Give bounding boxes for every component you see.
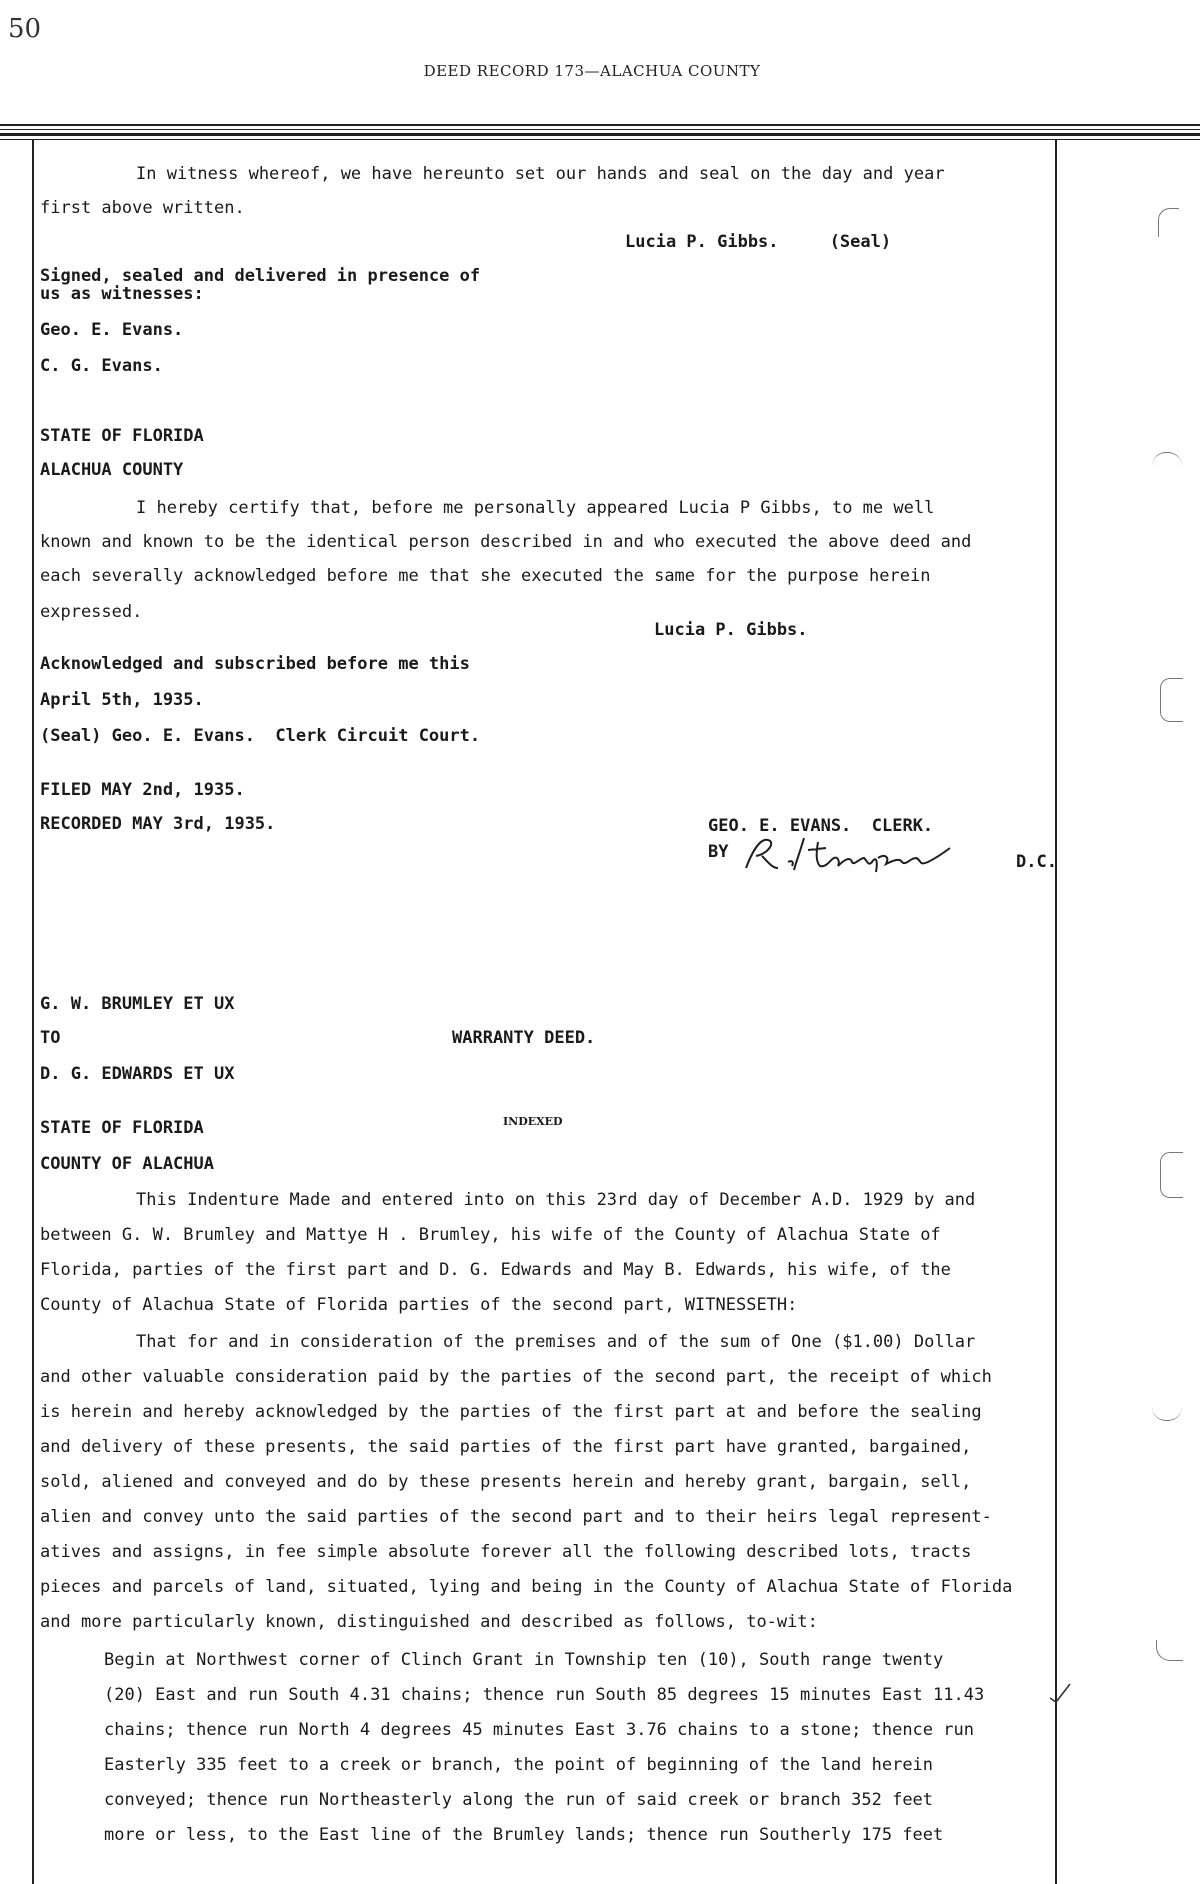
certificate-line: known and known to be the identical person described in and who executed the above deed and [40,532,972,552]
right-margin-line [1055,140,1057,1884]
deed-body-line: and other valuable consideration paid by the parties of the second part, the receipt of which [40,1367,992,1387]
check-mark-icon [1048,1682,1072,1712]
binder-ring-mark [1160,1152,1183,1198]
land-description-line: more or less, to the East line of the Brumley lands; thence run Southerly 175 feet [104,1825,944,1845]
land-description-line: Easterly 335 feet to a creek or branch, the point of beginning of the land herein [104,1755,934,1775]
deed-body-line: County of Alachua State of Florida parties of the second part, WITNESSETH: [40,1295,798,1315]
header-rule [0,124,1200,126]
binder-ring-mark [1152,452,1182,471]
binder-ring-mark [1156,1640,1183,1661]
clerk-signature [738,832,958,876]
to-label: TO [40,1028,61,1048]
deed-body-line: atives and assigns, in fee simple absolute forever all the following described lots, tracts [40,1542,972,1562]
certificate-line: expressed. [40,602,143,622]
acknowledgment-line: Acknowledged and subscribed before me this [40,654,470,674]
deed-body-line: between G. W. Brumley and Mattye H . Brumley, his wife of the County of Alachua State of [40,1225,941,1245]
presence-line: us as witnesses: [40,284,204,304]
land-description-line: Begin at Northwest corner of Clinch Grant in Township ten (10), South range twenty [104,1650,944,1670]
header-rule [0,129,1200,130]
left-margin-line [32,140,34,1884]
witness-name: C. G. Evans. [40,356,163,376]
deed-body-line: This Indenture Made and entered into on this 23rd day of December A.D. 1929 by and [136,1190,976,1210]
land-description-line: (20) East and run South 4.31 chains; thence run South 85 degrees 15 minutes East 11.43 [104,1685,985,1705]
acknowledgment-line: April 5th, 1935. [40,690,204,710]
clerk-name: GEO. E. EVANS. CLERK. [708,816,934,836]
grantee-heading: D. G. EDWARDS ET UX [40,1064,235,1084]
binder-ring-mark [1152,1400,1182,1421]
deed-body-line: Florida, parties of the first part and D. G. Edwards and May B. Edwards, his wife, of the [40,1260,951,1280]
witness-name: Geo. E. Evans. [40,320,184,340]
state-heading: STATE OF FLORIDA [40,1118,204,1138]
header-rule [0,139,1200,140]
page-number: 50 [8,14,42,44]
recorded-date: RECORDED MAY 3rd, 1935. [40,814,276,834]
grantor-signature: Lucia P. Gibbs. (Seal) [625,232,892,252]
by-label: BY [708,842,729,862]
certificate-line: I hereby certify that, before me personally appeared Lucia P Gibbs, to me well [136,498,935,518]
acknowledgment-line: (Seal) Geo. E. Evans. Clerk Circuit Court. [40,726,481,746]
binder-ring-mark [1160,678,1183,722]
filed-date: FILED MAY 2nd, 1935. [40,780,245,800]
deed-body-line: sold, aliened and conveyed and do by these presents herein and hereby grant, bargain, sell, [40,1472,972,1492]
state-heading: STATE OF FLORIDA [40,426,204,446]
certificate-signature: Lucia P. Gibbs. [654,620,808,640]
dc-label: D.C. [1016,852,1057,872]
deed-body-line: is herein and hereby acknowledged by the parties of the first part at and before the sealing [40,1402,982,1422]
indexed-stamp: INDEXED [503,1115,563,1128]
deed-body-line: and more particularly known, distinguished and described as follows, to-wit: [40,1612,818,1632]
page-header-title: DEED RECORD 173—ALACHUA COUNTY [423,62,761,80]
presence-line: Signed, sealed and delivered in presence of [40,266,481,286]
land-description-line: conveyed; thence run Northeasterly along the run of said creek or branch 352 feet [104,1790,934,1810]
deed-body-line: That for and in consideration of the premises and of the sum of One ($1.00) Dollar [136,1332,976,1352]
deed-body-line: alien and convey unto the said parties of the second part and to their heirs legal represent- [40,1507,992,1527]
land-description-line: chains; thence run North 4 degrees 45 minutes East 3.76 chains to a stone; thence run [104,1720,974,1740]
binder-ring-mark [1158,208,1179,237]
deed-body-line: and delivery of these presents, the said parties of the first part have granted, bargained, [40,1437,972,1457]
witness-clause-line: first above written. [40,198,245,218]
county-heading: ALACHUA COUNTY [40,460,184,480]
header-rule [0,133,1200,136]
certificate-line: each severally acknowledged before me that she executed the same for the purpose herein [40,566,931,586]
deed-type-title: WARRANTY DEED. [452,1028,596,1048]
deed-body-line: pieces and parcels of land, situated, lying and being in the County of Alachua State of Florida [40,1577,1013,1597]
grantor-heading: G. W. BRUMLEY ET UX [40,994,235,1014]
witness-clause-line: In witness whereof, we have hereunto set our hands and seal on the day and year [136,164,945,184]
county-heading: COUNTY OF ALACHUA [40,1154,214,1174]
